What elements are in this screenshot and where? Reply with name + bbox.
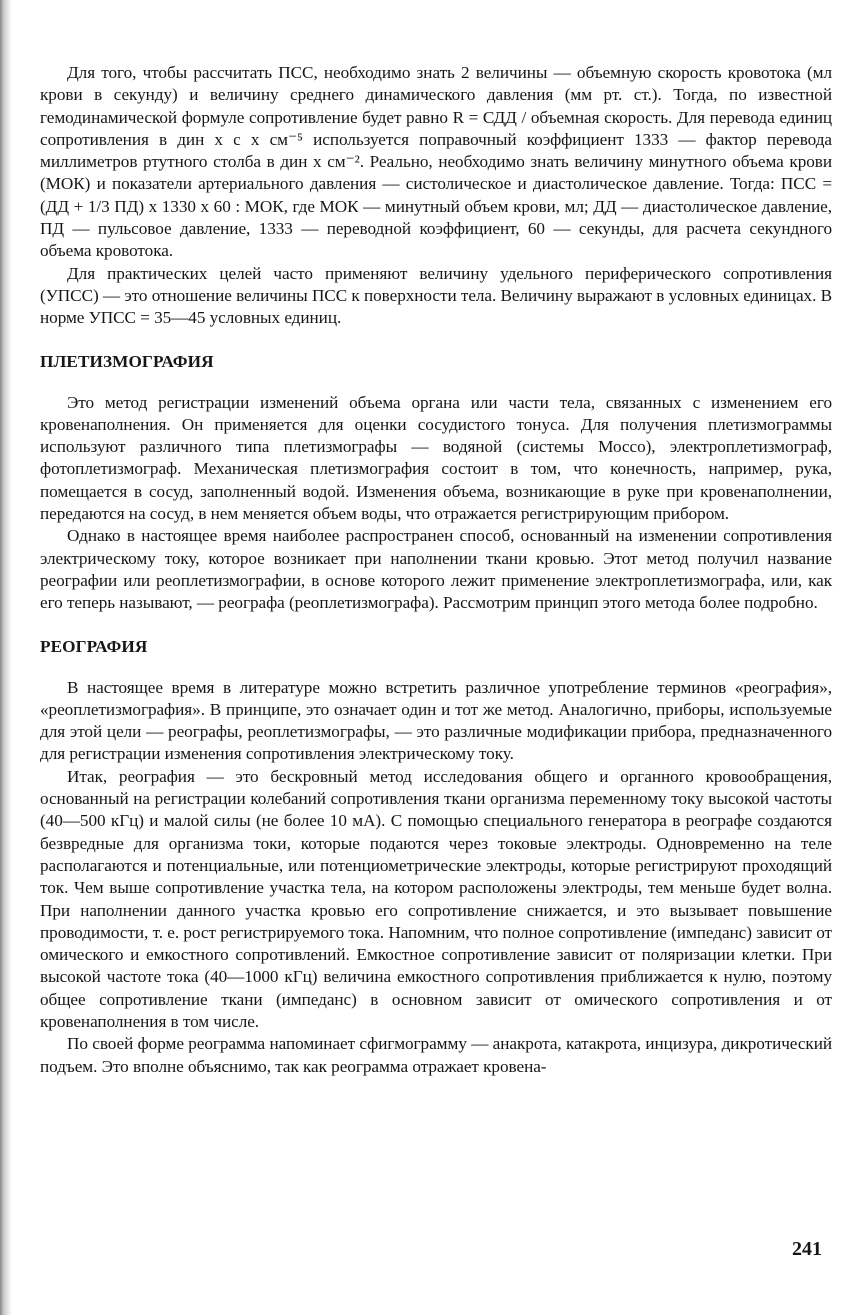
page-body: [40, 62, 832, 1078]
page-edge-shadow: [0, 0, 12, 1315]
paragraph-rheogram-shape: По своей форме реограмма напоминает сфигмограмму — анакрота, катакрота, инцизура, дикротический подъем. Это вполне объяснимо, так как реограмма отражает кровена-: [40, 1034, 832, 1076]
paragraph-plethysmography-method: Это метод регистрации изменений объема органа или части тела, связанных с изменением его кровенаполнения. Он применяется для оценки сосудистого тонуса. Для получения плетизмограммы используют различного типа плетизмографы — водяной (системы Моссо), электроплетизмограф, фотоплетизмограф. Механическая плетизмография состоит в том, что конечность, например, рука, помещается в сосуд, заполненный водой. Изменения объема, возникающие в руке при кровенаполнении, передаются на сосуд, в нем меняется объем воды, что отражается регистрирующим прибором.: [40, 392, 832, 524]
paragraph-upss-definition: Для практических целей часто применяют величину удельного периферического сопротивления (УПСС) — это отношение величины ПСС к поверхности тела. Величину выражают в условных единицах. В норме УПСС = 35—45 условных единиц.: [40, 263, 832, 328]
page-number: 241: [792, 1238, 822, 1260]
paragraph-rheography-principle: Итак, реография — это бескровный метод исследования общего и органного кровообращения, основанный на регистрации колебаний сопротивления ткани организма переменному току высокой частоты (40—500 кГц) и малой силы (не более 10 мА). С помощью специального генератора в реографе создаются безвредные для организма токи, которые подаются через токовые электроды. Одновременно на теле располагаются и потенциальные, или потенциометрические электроды, которые регистрируют проходящий ток. Чем выше сопротивление участка тела, на котором расположены электроды, тем меньше будет волна. При наполнении данного участка кровью его сопротивление снижается, и это вызывает повышение проводимости, т. е. рост регистрируемого тока. Напомним, что полное сопротивление (импеданс) зависит от омического и емкостного сопротивлений. Емкостное сопротивление зависит от поляризации клетки. При высокой частоте тока (40—1000 кГц) величина емкостного сопротивления приближается к нулю, поэтому общее сопротивление ткани (импеданс) в основном зависит от омического сопротивления и от кровенаполнения в том числе.: [40, 766, 832, 1031]
section-heading-rheography: РЕОГРАФИЯ: [40, 636, 148, 656]
paragraph-rheography-intro: Однако в настоящее время наиболее распространен способ, основанный на изменении сопротивления электрическому току, которое возникает при наполнении ткани кровью. Этот метод получил название реографии или реоплетизмографии, в основе которого лежит применение электроплетизмографа, или, как его теперь называют, — реографа (реоплетизмографа). Рассмотрим принцип этого метода более подробно.: [40, 526, 832, 613]
section-heading-plethysmography: ПЛЕТИЗМОГРАФИЯ: [40, 351, 214, 371]
paragraph-pss-calculation: Для того, чтобы рассчитать ПСС, необходимо знать 2 величины — объемную скорость кровотока (мл крови в секунду) и величину среднего динамического давления (мм рт. ст.). Тогда, по известной гемодинамической формуле сопротивление будет равно R = СДД / объемная скорость. Для перевода единиц сопротивления в дин х с х см⁻⁵ используется поправочный коэффициент 1333 — фактор перевода миллиметров ртутного столба в дин х см⁻². Реально, необходимо знать величину минутного объема крови (МОК) и показатели артериального давления — систолическое и диастолическое давление. Тогда: ПСС = (ДД + 1/3 ПД) х 1330 х 60 : МОК, где МОК — минутный объем крови, мл; ДД — диастолическое давление, ПД — пульсовое давление, 1333 — переводной коэффициент, 60 — секунды, для расчета секундного объема кровотока.: [40, 63, 832, 261]
paragraph-rheography-terms: В настоящее время в литературе можно встретить различное употребление терминов «реография», «реоплетизмография». В принципе, это означает один и тот же метод. Аналогично, приборы, используемые для этой цели — реографы, реоплетизмографы, — это различные модификации прибора, предназначенного для регистрации изменения сопротивления электрическому току.: [40, 677, 832, 764]
